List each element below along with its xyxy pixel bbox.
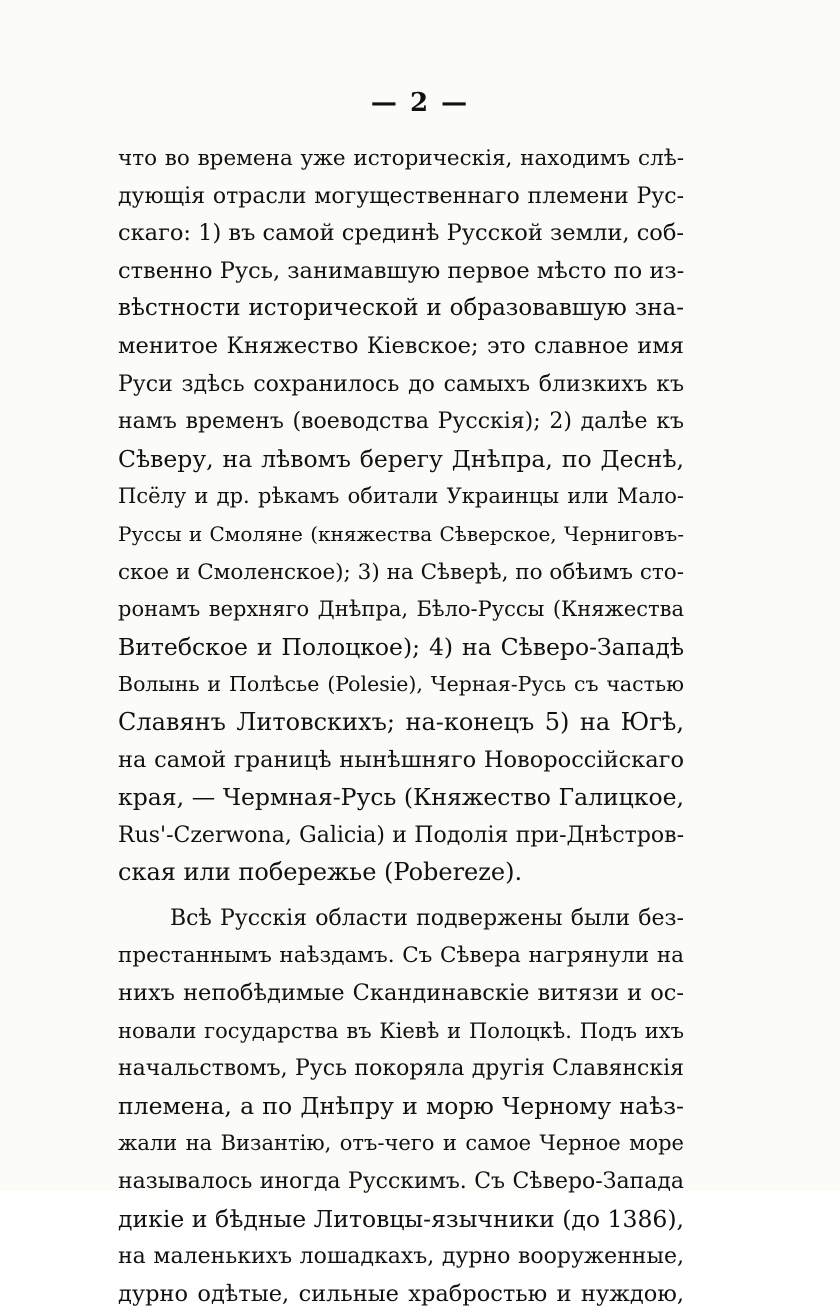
text-line: скаго: 1) въ самой срединѣ Русской земли, соб- xyxy=(118,220,684,247)
text-line: Сѣверу, на лѣвомъ берегу Днѣпра, по Деснѣ, xyxy=(118,444,684,473)
paragraph-gap xyxy=(118,892,684,900)
text-line: на самой границѣ нынѣшняго Новороссійскаго xyxy=(118,746,684,773)
text-line: дурно одѣтые, сильные храбростью и нуждою, xyxy=(118,1280,684,1307)
text-line: менитое Княжество Кіевское; это славное имя xyxy=(118,332,684,359)
page-number: — 2 — xyxy=(370,88,470,118)
paragraph-2 xyxy=(118,900,684,1313)
text-line: Rus'-Czerwona, Galicia) и Подолія при-Днѣстров- xyxy=(118,822,684,848)
text-line: дикіе и бѣдные Литовцы-язычники (до 1386), xyxy=(118,1204,684,1233)
text-line: престаннымъ наѣздамъ. Съ Сѣвера нагрянули на xyxy=(118,943,684,969)
text-line: Славянъ Литовскихъ; на-конецъ 5) на Югѣ, xyxy=(118,707,684,736)
text-line: намъ временъ (воеводства Русскія); 2) далѣе къ xyxy=(118,409,684,435)
paragraph-1 xyxy=(118,140,684,892)
text-line: Всѣ Русскія области подвержены были без- xyxy=(170,905,684,931)
text-line: Волынь и Полѣсье (Polesie), Черная-Русь съ частью xyxy=(118,672,684,697)
text-line: ственно Русь, занимавшую первое мѣсто по из- xyxy=(118,257,684,284)
text-line: вѣстности исторической и образовавшую зна- xyxy=(118,295,684,322)
text-line: что во времена уже историческія, находимъ слѣ- xyxy=(118,146,684,171)
body-text xyxy=(118,140,684,1313)
text-line: ронамъ верхняго Днѣпра, Бѣло-Руссы (Княжества xyxy=(118,597,684,622)
text-line: Витебское и Полоцкое); 4) на Сѣверо-Западѣ xyxy=(118,632,684,661)
text-line: дующія отрасли могущественнаго племени Рус- xyxy=(118,183,684,209)
text-line: на маленькихъ лошадкахъ, дурно вооруженные, xyxy=(118,1244,684,1270)
text-line: ская или побережье (Pobereze). xyxy=(118,858,523,887)
text-line: Псёлу и др. рѣкамъ обитали Украинцы или Мало- xyxy=(118,484,684,509)
text-line: начальствомъ, Русь покоряла другія Славянскія xyxy=(118,1056,684,1082)
text-line: жали на Византію, отъ-чего и самое Черное море xyxy=(118,1131,684,1156)
text-line: края, — Чермная-Русь (Княжество Галицкое, xyxy=(118,783,684,812)
text-line: новали государства въ Кіевѣ и Полоцкѣ. Подъ ихъ xyxy=(118,1018,684,1043)
text-line: ское и Смоленское); 3) на Сѣверѣ, по обѣимъ сто- xyxy=(118,559,684,585)
text-line: Руси здѣсь сохранилось до самыхъ близкихъ къ xyxy=(118,371,684,397)
text-line: племена, а по Днѣпру и морю Черному наѣз- xyxy=(118,1091,684,1120)
text-line: Руссы и Смоляне (княжества Сѣверское, Черниговъ- xyxy=(118,521,684,546)
text-line: называлось иногда Русскимъ. Съ Сѣверо-Запада xyxy=(118,1169,684,1195)
text-line: нихъ непобѣдимые Скандинавскіе витязи и ос- xyxy=(118,980,684,1007)
